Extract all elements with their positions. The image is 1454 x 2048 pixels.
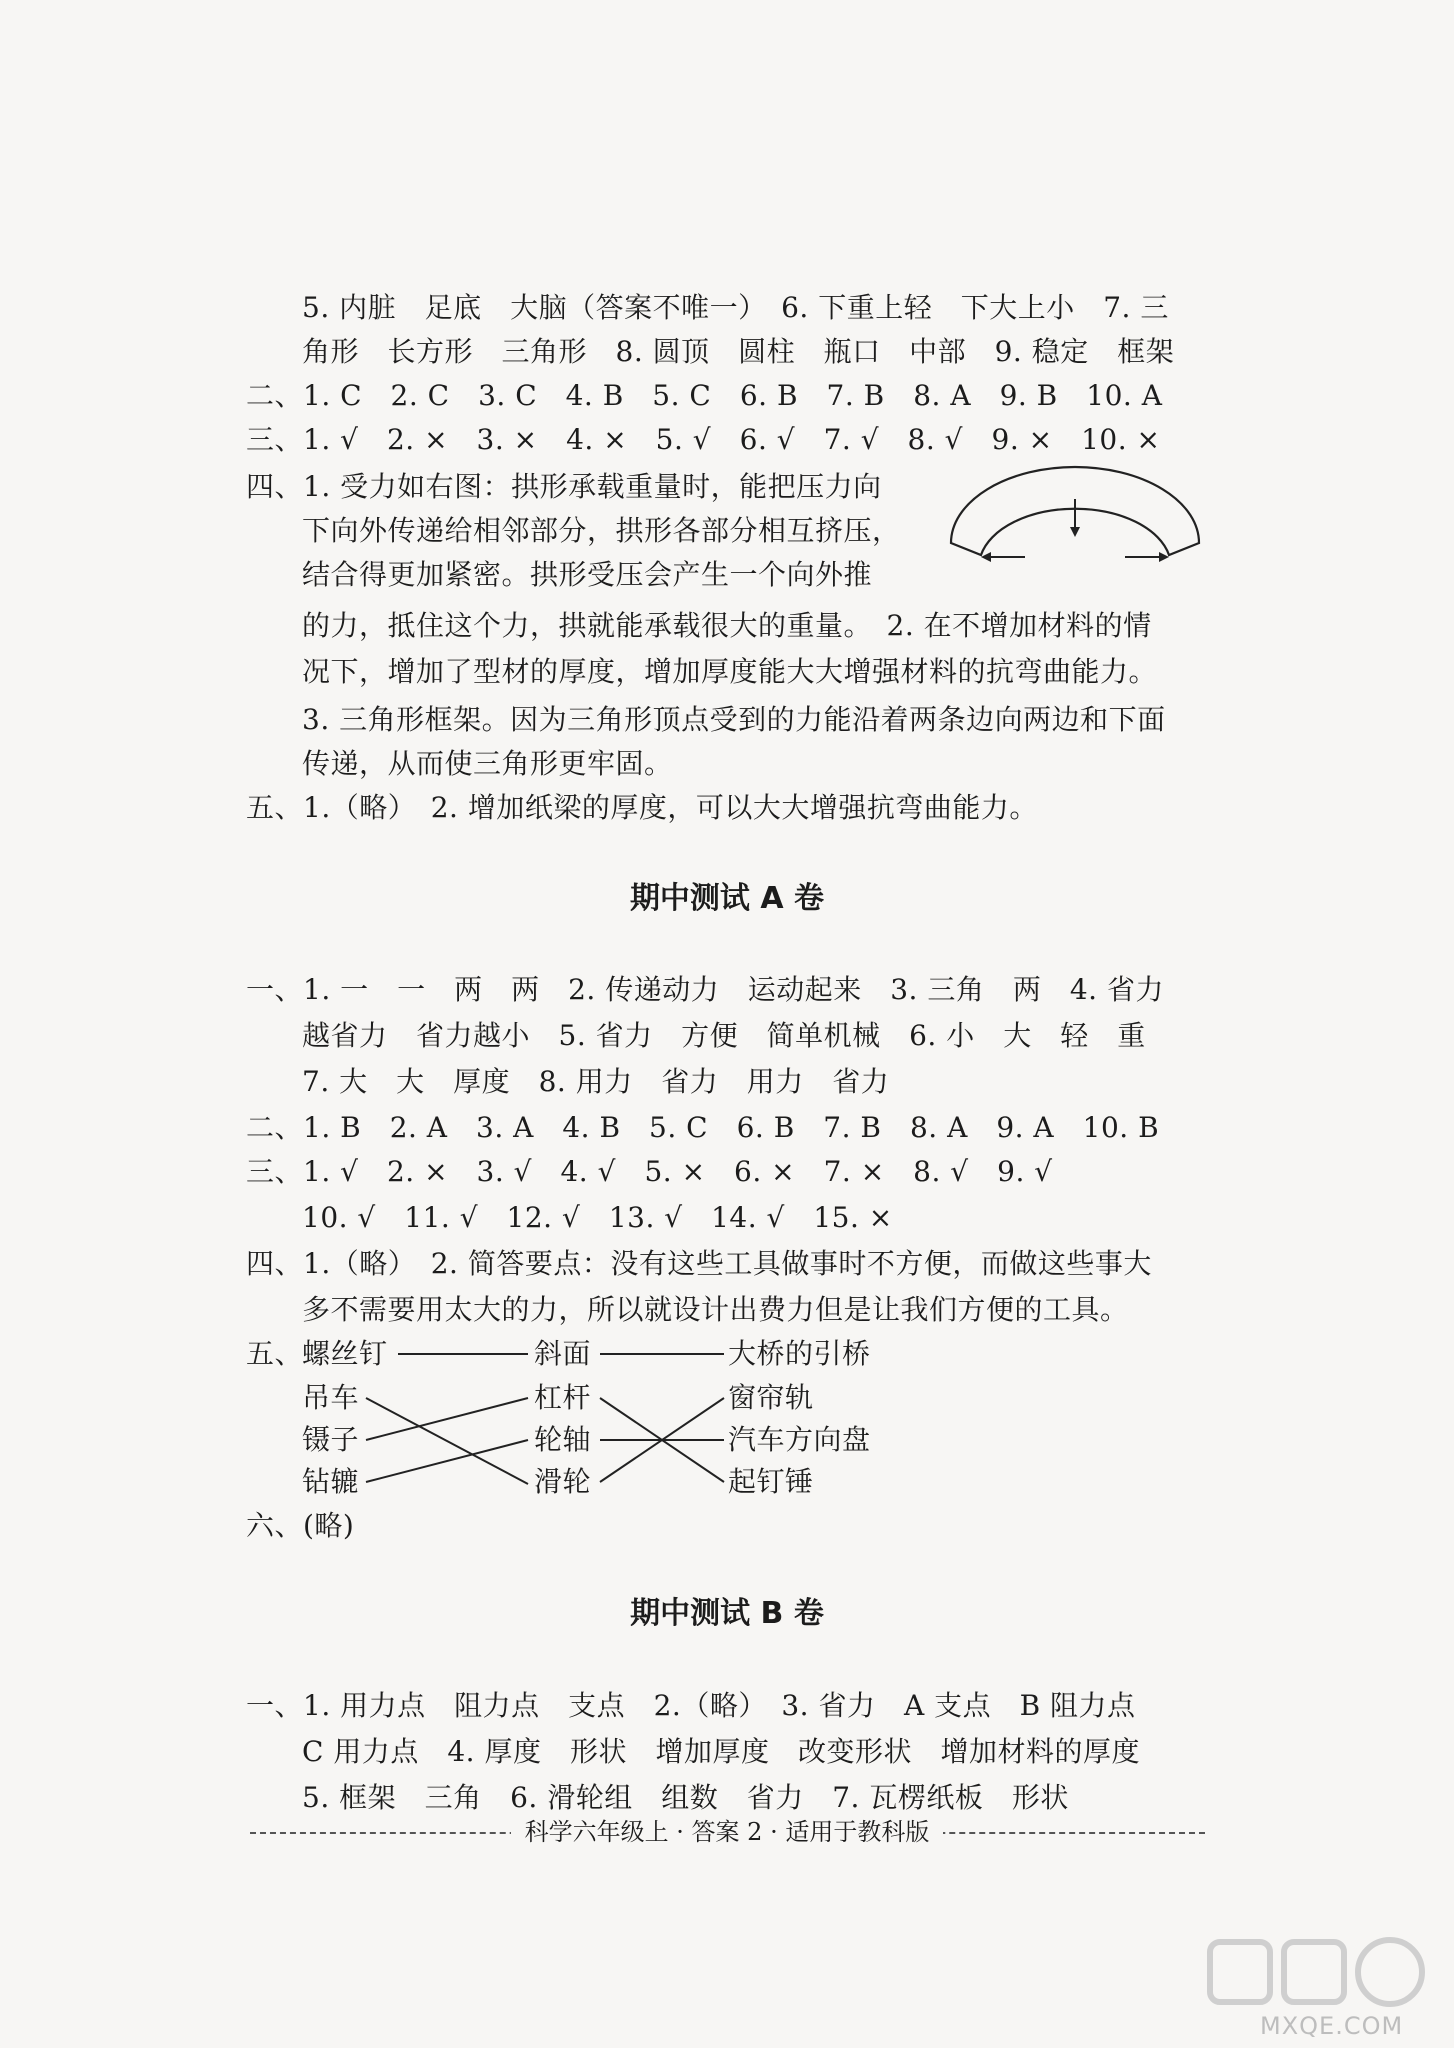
match-left-item: 螺丝钉 xyxy=(302,1337,388,1370)
text-line: 三、1. √ 2. × 3. × 4. × 5. √ 6. √ 7. √ 8. √ 9. × 10. × xyxy=(246,423,1161,456)
footer-text: 科学六年级上 · 答案 2 · 适用于教科版 xyxy=(511,1818,944,1846)
match-right-item: 汽车方向盘 xyxy=(728,1423,871,1456)
section-heading: 期中测试 A 卷 xyxy=(629,881,825,916)
watermark-text: MXQE.COM xyxy=(1260,2012,1404,2040)
text-line: 结合得更加紧密。拱形受压会产生一个向外推 xyxy=(302,558,873,591)
match-left-item: 镊子 xyxy=(302,1423,360,1456)
text-line: 5. 内脏 足底 大脑（答案不唯一） 6. 下重上轻 下大上小 7. 三 xyxy=(302,291,1169,324)
text-line: 7. 大 大 厚度 8. 用力 省力 用力 省力 xyxy=(302,1065,890,1098)
text-line: 五、1.（略） 2. 增加纸梁的厚度，可以大大增强抗弯曲能力。 xyxy=(246,791,1038,824)
text-line: 越省力 省力越小 5. 省力 方便 简单机械 6. 小 大 轻 重 xyxy=(302,1019,1146,1052)
text-line: 角形 长方形 三角形 8. 圆顶 圆柱 瓶口 中部 9. 稳定 框架 xyxy=(302,335,1175,368)
text-line: 况下，增加了型材的厚度，增加厚度能大大增强材料的抗弯曲能力。 xyxy=(302,655,1158,688)
match-left-item: 吊车 xyxy=(302,1381,360,1414)
text-line: 3. 三角形框架。因为三角形顶点受到的力能沿着两条边向两边和下面 xyxy=(302,703,1166,736)
text-line: 四、1. 受力如右图：拱形承载重量时，能把压力向 xyxy=(246,470,882,503)
text-line: 一、1. 一 一 两 两 2. 传递动力 运动起来 3. 三角 两 4. 省力 xyxy=(246,973,1164,1006)
text-line: 多不需要用太大的力，所以就设计出费力但是让我们方便的工具。 xyxy=(302,1293,1129,1326)
text-line: 四、1.（略） 2. 简答要点：没有这些工具做事时不方便，而做这些事大 xyxy=(246,1247,1152,1280)
match-middle-item: 杠杆 xyxy=(534,1381,592,1414)
text-line: 5. 框架 三角 6. 滑轮组 组数 省力 7. 瓦楞纸板 形状 xyxy=(302,1781,1069,1814)
text-line: 六、(略) xyxy=(246,1509,355,1542)
text-line: 传递，从而使三角形更牢固。 xyxy=(302,747,673,780)
matching-prefix: 五、 xyxy=(246,1337,304,1370)
match-left-item: 钻辘 xyxy=(302,1465,360,1498)
match-right-item: 大桥的引桥 xyxy=(728,1337,871,1370)
text-line: 下向外传递给相邻部分，拱形各部分相互挤压， xyxy=(302,514,901,547)
match-middle-item: 斜面 xyxy=(534,1337,592,1370)
text-line: C 用力点 4. 厚度 形状 增加厚度 改变形状 增加材料的厚度 xyxy=(302,1735,1140,1768)
text-line: 三、1. √ 2. × 3. √ 4. √ 5. × 6. × 7. × 8. √ 9. √ xyxy=(246,1155,1053,1188)
match-right-item: 窗帘轨 xyxy=(728,1381,814,1414)
page-footer xyxy=(0,1818,1454,1872)
text-line: 一、1. 用力点 阻力点 支点 2.（略） 3. 省力 A 支点 B 阻力点 xyxy=(246,1689,1136,1722)
text-line: 的力，抵住这个力，拱就能承载很大的重量。 2. 在不增加材料的情 xyxy=(302,609,1152,642)
match-middle-item: 轮轴 xyxy=(534,1423,592,1456)
text-line: 二、1. C 2. C 3. C 4. B 5. C 6. B 7. B 8. A 9. B 10. A xyxy=(246,379,1163,412)
text-line: 10. √ 11. √ 12. √ 13. √ 14. √ 15. × xyxy=(302,1201,893,1234)
match-middle-item: 滑轮 xyxy=(534,1465,592,1498)
match-right-item: 起钉锤 xyxy=(728,1465,814,1498)
section-heading: 期中测试 B 卷 xyxy=(630,1596,824,1631)
text-line: 二、1. B 2. A 3. A 4. B 5. C 6. B 7. B 8. A 9. A 10. B xyxy=(246,1111,1160,1144)
